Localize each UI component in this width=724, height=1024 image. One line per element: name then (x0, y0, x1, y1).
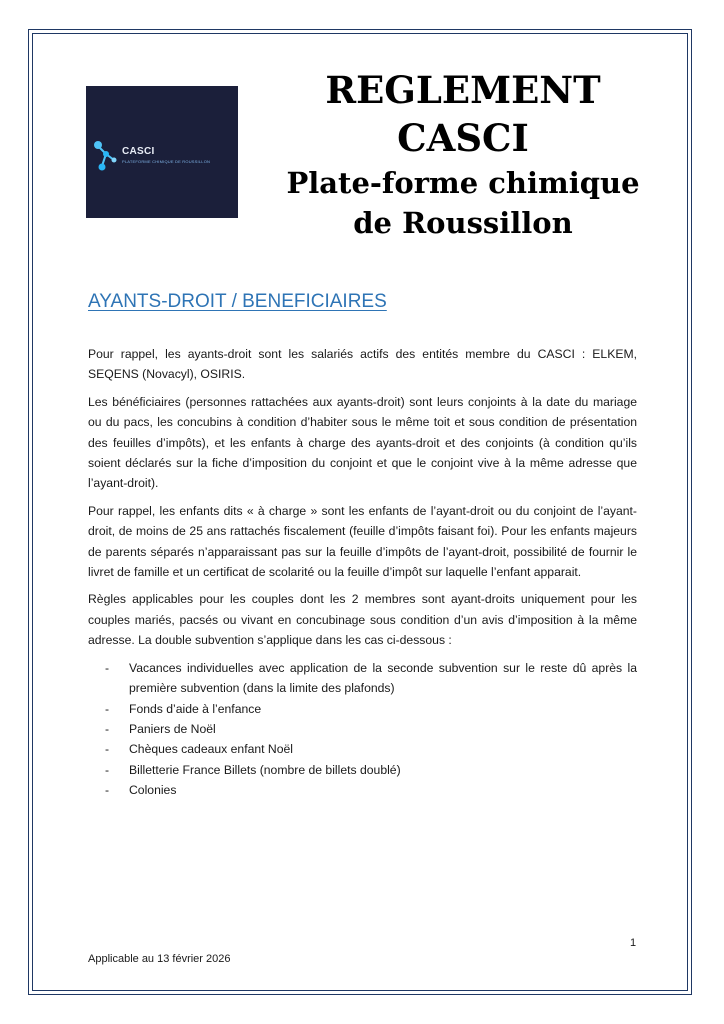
title-line-2: CASCI (397, 116, 529, 160)
list-item (88, 760, 637, 780)
list-item-text: Vacances individuelles avec application de la seconde subvention sur le reste dû après la première subvention (dans la limite des plafonds) (129, 660, 637, 696)
logo-subtitle: PLATEFORME CHIMIQUE DE ROUSSILLON (122, 159, 211, 164)
list-item-text: Billetterie France Billets (nombre de billets doublé) (129, 762, 401, 777)
bullet-dash: - (105, 721, 110, 736)
bullet-list (88, 658, 637, 801)
list-item (88, 658, 637, 699)
list-item (88, 780, 637, 800)
bullet-dash: - (105, 762, 110, 777)
body-text (88, 344, 637, 801)
title-line-3: Plate-forme chimique (286, 166, 640, 200)
title-line-1: REGLEMENT (325, 68, 601, 112)
list-item-text: Chèques cadeaux enfant Noël (129, 742, 293, 757)
document-title (258, 66, 668, 242)
list-item (88, 699, 637, 719)
paragraph: Pour rappel, les enfants dits « à charge » sont les enfants de l’ayant-droit ou du conjoint de l’ayant-droit, de moins de 25 ans rattachés fiscalement (feuille d’impôts faisant foi). Pour les enfants majeurs de parents séparés n’apparaissant pas sur la feuille d’impôts de l’ayant-droit, possibilité de fournir le livret de famille et un certificat de scolarité ou la feuille d’impôt sur laquelle l’enfant apparait. (88, 503, 637, 580)
molecule-icon (86, 86, 238, 218)
footer-applicable-date: Applicable au 13 février 2026 (88, 953, 231, 965)
section-heading: AYANTS-DROIT / BENEFICIAIRES (88, 291, 387, 312)
casci-logo (86, 86, 238, 218)
logo-name: CASCI (122, 146, 155, 157)
bullet-dash: - (105, 660, 110, 675)
list-item (88, 739, 637, 759)
paragraph: Les bénéficiaires (personnes rattachées aux ayants-droit) sont leurs conjoints à la date du mariage ou du pacs, les concubins à condition d’habiter sous le même toit et sous condition de présentation des feuilles d’impôts), et les enfants à charge des ayants-droit et des conjoints (à condition qu’ils soient déclarés sur la fiche d’imposition du conjoint et que le conjoint vive à la même adresse que l’ayant-droit). (88, 394, 637, 491)
title-line-4: de Roussillon (353, 206, 573, 240)
list-item-text: Paniers de Noël (129, 721, 216, 736)
list-item (88, 719, 637, 739)
bullet-dash: - (105, 742, 110, 757)
paragraph: Pour rappel, les ayants-droit sont les salariés actifs des entités membre du CASCI : ELKEM, SEQENS (Novacyl), OSIRIS. (88, 347, 637, 382)
bullet-dash: - (105, 701, 110, 716)
page-number: 1 (630, 937, 637, 949)
list-item-text: Fonds d’aide à l’enfance (129, 701, 262, 716)
bullet-dash: - (105, 783, 110, 798)
paragraph: Règles applicables pour les couples dont les 2 membres sont ayant-droits uniquement pour les couples mariés, pacsés ou vivant en concubinage sous condition d’un avis d’imposition à la même adresse. La double subvention s’applique dans les cas ci-dessous : (88, 592, 637, 648)
list-item-text: Colonies (129, 783, 177, 798)
